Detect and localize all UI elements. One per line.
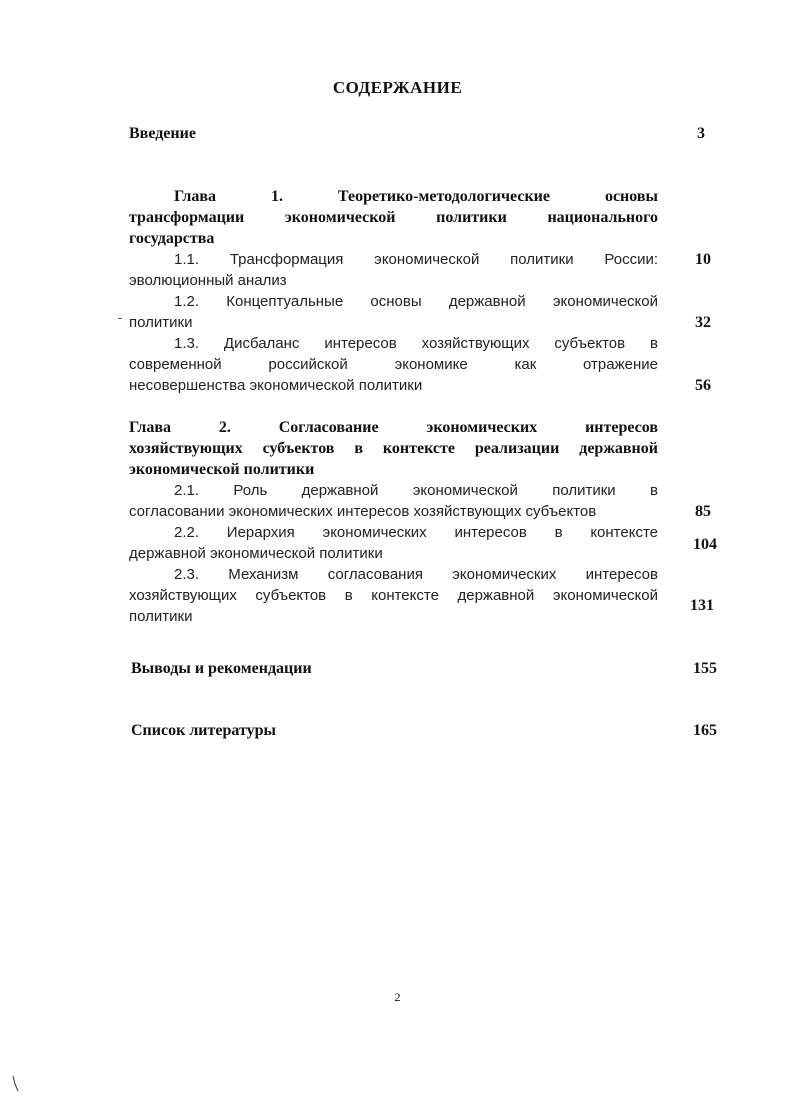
toc-page-number: 3 (697, 125, 705, 142)
section-line: 2.1. Роль державной экономической политики в (174, 482, 658, 499)
section-line: несовершенства экономической политики (129, 377, 423, 394)
toc-chapter-1-heading[interactable] (129, 186, 658, 249)
toc-page-number: 131 (690, 597, 714, 614)
section-line: современной российской экономике как отражение (129, 356, 658, 373)
section-line: согласовании экономических интересов хозяйствующих субъектов (129, 503, 597, 520)
section-line: политики (129, 314, 193, 331)
toc-page-number: 104 (693, 536, 717, 553)
heading-line: Глава 2. Согласование экономических интересов (129, 419, 658, 436)
toc-section-1-3[interactable] (129, 333, 658, 396)
toc-entry-references[interactable] (131, 720, 276, 741)
scan-artifact-mark (12, 1075, 20, 1093)
section-line: 2.2. Иерархия экономических интересов в контексте (174, 524, 658, 541)
toc-entry-label: Выводы и рекомендации (131, 660, 312, 677)
section-line: хозяйствующих субъектов в контексте державной экономической (129, 587, 658, 604)
section-line: политики (129, 608, 193, 625)
section-line: 1.3. Дисбаланс интересов хозяйствующих субъектов в (174, 335, 658, 352)
toc-chapter-2-heading[interactable] (129, 417, 658, 480)
toc-page-number: 165 (693, 722, 717, 739)
section-line: 2.3. Механизм согласования экономических интересов (174, 566, 658, 583)
heading-line: Глава 1. Теоретико-методологические основы (174, 188, 658, 205)
toc-page-number: 155 (693, 660, 717, 677)
toc-section-2-1[interactable] (129, 480, 658, 522)
toc-entry-introduction[interactable] (129, 123, 196, 144)
toc-section-1-2[interactable] (129, 291, 658, 333)
toc-entry-conclusions[interactable] (131, 658, 312, 679)
toc-section-2-2[interactable] (129, 522, 658, 564)
section-line: эволюционный анализ (129, 272, 287, 289)
toc-entry-label: Список литературы (131, 722, 276, 739)
section-line: 1.2. Концептуальные основы державной экономической (174, 293, 658, 310)
toc-page-number: 32 (695, 314, 711, 331)
toc-page-number: 56 (695, 377, 711, 394)
toc-section-2-3[interactable] (129, 564, 658, 627)
section-line: 1.1. Трансформация экономической политики России: (174, 251, 658, 268)
margin-tick-mark (118, 318, 122, 319)
section-line: державной экономической политики (129, 545, 383, 562)
page-title: СОДЕРЖАНИЕ (332, 78, 463, 97)
page-number: 2 (394, 990, 401, 1004)
heading-line: государства (129, 230, 215, 247)
toc-page-number: 85 (695, 503, 711, 520)
toc-entry-label: Введение (129, 125, 196, 142)
heading-line: экономической политики (129, 461, 315, 478)
heading-line: хозяйствующих субъектов в контексте реализации державной (129, 440, 658, 457)
heading-line: трансформации экономической политики национального (129, 209, 658, 226)
toc-page-number: 10 (695, 251, 711, 268)
toc-section-1-1[interactable] (129, 249, 658, 291)
